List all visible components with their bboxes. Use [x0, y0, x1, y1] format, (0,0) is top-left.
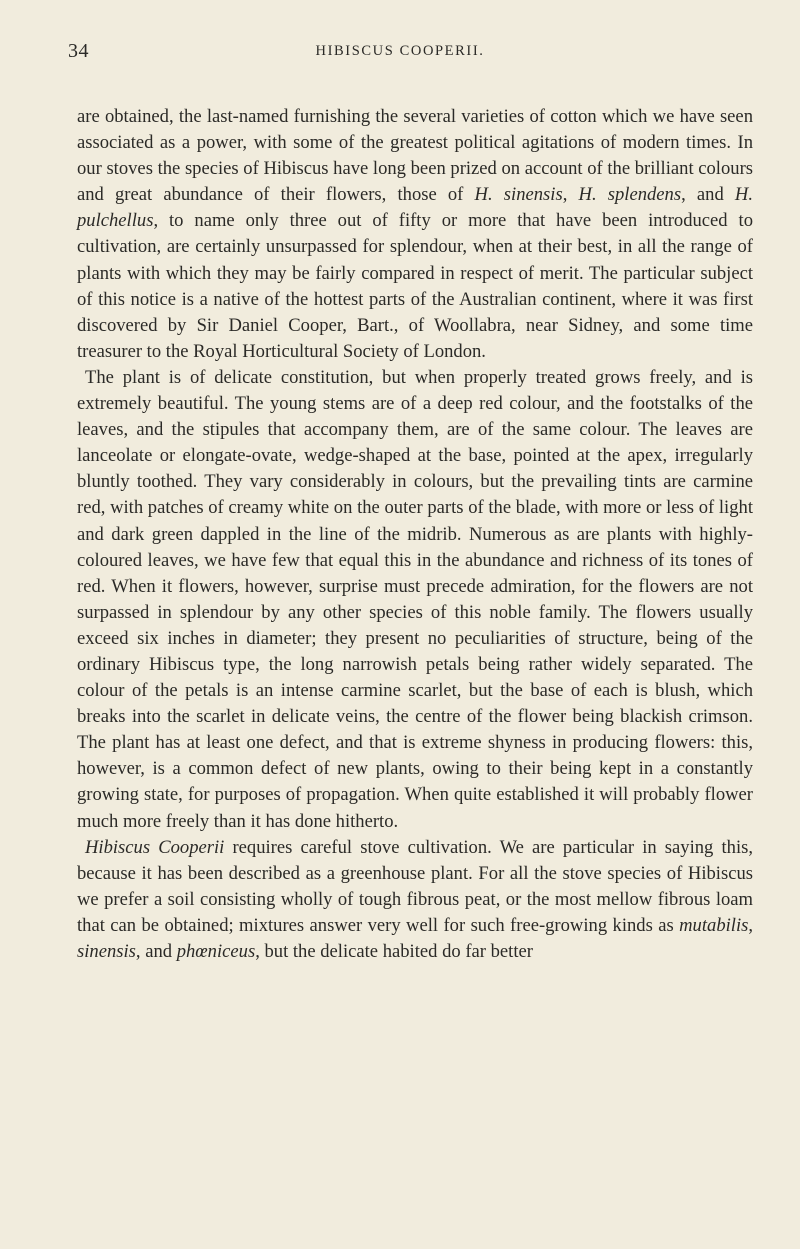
text-run: The plant is of delicate constitution, but when properly treated grows freely, and is extremely beautiful. The young stems are of a deep red colour, and the footstalks of the leaves, and the stipules that accompany them, are of the same colour. The leaves are lanceolate or elongate-ovate, wedge-shaped at the base, pointed at the apex, irregularly bluntly toothed. They vary considerably in colours, but the prevailing tints are carmine red, with patches of creamy white on the outer parts of the blade, with more or less of light and dark green dappled in the line of the midrib. Numerous as are plants with highly-coloured leaves, we have few that equal this in the abundance and richness of its tones of red. When it flowers, however, surprise must precede admiration, for the flowers are not surpassed in splendour by any other species of this noble family. The flowers usually exceed six inches in diameter; they present no peculiarities of structure, being of the ordinary Hibiscus type, the long narrowish petals being rather widely separated. The colour of the petals is an intense carmine scarlet, but the base of each is blush, which breaks into the scarlet in delicate veins, the centre of the flower being blackish crimson. The plant has at least one defect, and that is extreme shyness in producing flowers: this, however, is a common defect of new plants, owing to their being kept in a constantly growing state, for purposes of propagation. When quite established it will probably flower much more freely than it has done hitherto.: [77, 366, 753, 832]
text-run: are obtained, the last-named furnishing the several varieties of cotton which we have seen associated as a power, with some of the greatest political agitations of modern times. In our stoves the species of Hibiscus have long been prized on account of the brilliant colours and great abundance of their flowers, those of: [77, 106, 753, 206]
body-text: [77, 104, 753, 965]
paragraph-1: [77, 104, 753, 365]
paragraph-2: [77, 365, 753, 835]
text-run: , but the delicate habited do far better: [255, 941, 533, 962]
text-run: , and: [135, 941, 177, 962]
italic-text-run: H. splendens: [578, 184, 682, 206]
running-header: [0, 40, 800, 70]
text-run: ,: [562, 184, 579, 206]
italic-text-run: phœniceus: [176, 941, 256, 962]
italic-text-run: mutabilis: [679, 914, 749, 936]
italic-text-run: Hibiscus Cooperii: [85, 836, 225, 858]
italic-text-run: sinensis: [77, 941, 136, 962]
running-title: HIBISCUS COOPERII.: [315, 43, 485, 59]
italic-text-run: H. pulchellus: [77, 184, 753, 232]
page-number: 34: [68, 40, 89, 62]
paragraph-3: [77, 835, 753, 965]
text-run: , and: [681, 184, 735, 206]
text-run: ,: [748, 914, 753, 936]
text-run: requires careful stove cultivation. We are particular in saying this, because it has been described as a greenhouse plant. For all the stove species of Hibiscus we prefer a soil consisting wholly of tough fibrous peat, or the most mellow fibrous loam that can be obtained; mixtures answer very well for such free-growing kinds as: [77, 836, 753, 936]
italic-text-run: H. sinensis: [474, 184, 563, 206]
text-run: , to name only three out of fifty or more that have been introduced to cultivation, are certainly unsurpassed for splendour, when at their best, in all the range of plants with which they may be fairly compared in respect of merit. The particular subject of this notice is a native of the hottest parts of the Australian continent, where it was first discovered by Sir Daniel Cooper, Bart., of Woollabra, near Sidney, and some time treasurer to the Royal Horticultural Society of London.: [77, 210, 753, 362]
